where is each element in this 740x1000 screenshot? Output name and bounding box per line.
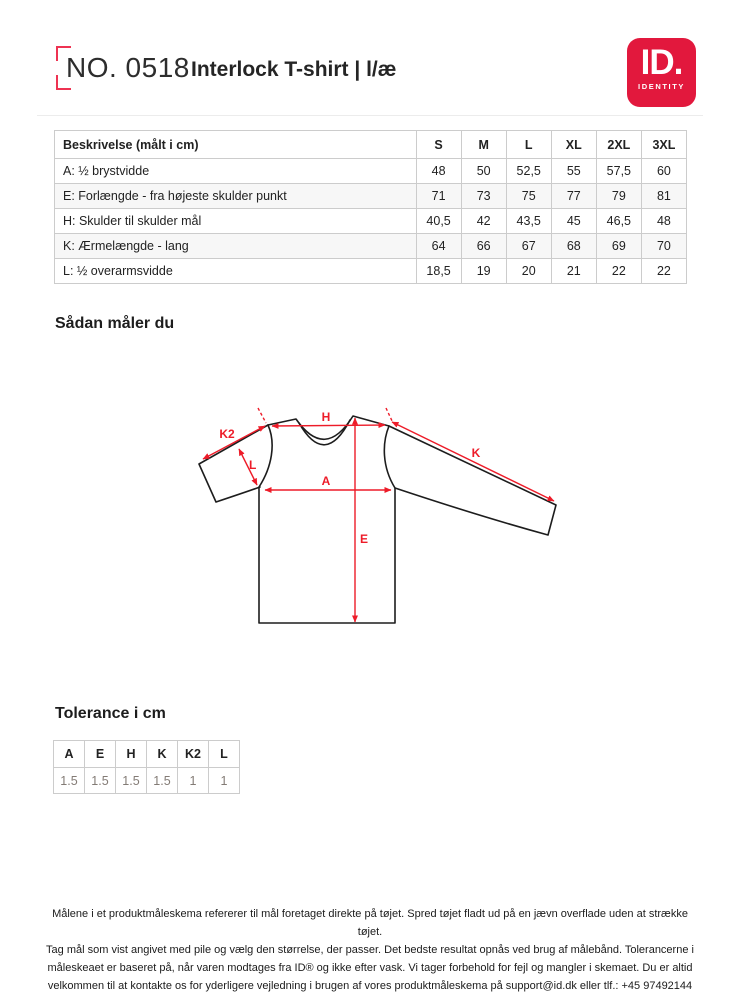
- measure-value: 75: [506, 184, 551, 209]
- size-header-cell: M: [461, 131, 506, 159]
- footer-line: velkommen til at kontakte os for yderligere vejledning i brugen af vores produktmåleskema på support@id.dk eller tlf.: +45 97492144: [47, 980, 693, 992]
- measure-value: 42: [461, 209, 506, 234]
- tolerance-header-row: [54, 741, 240, 768]
- arrow-h: [272, 425, 385, 426]
- size-header-cell: 2XL: [596, 131, 641, 159]
- description-header-cell: Beskrivelse (målt i cm): [55, 131, 417, 159]
- measure-label: E: Forlængde - fra højeste skulder punkt: [55, 184, 417, 209]
- label-e: E: [360, 532, 369, 546]
- tolerance-value-cell: 1: [178, 768, 209, 794]
- measure-value: 21: [551, 259, 596, 284]
- measure-value: 43,5: [506, 209, 551, 234]
- measure-value: 55: [551, 159, 596, 184]
- tolerance-value-cell: 1: [209, 768, 240, 794]
- table-row-l: [55, 259, 687, 284]
- measure-value: 81: [641, 184, 686, 209]
- tolerance-table: [53, 740, 240, 794]
- tshirt-outline: [199, 416, 556, 623]
- measure-value: 71: [416, 184, 461, 209]
- measure-value: 18,5: [416, 259, 461, 284]
- measure-label: K: Ærmelængde - lang: [55, 234, 417, 259]
- table-row-a: [55, 159, 687, 184]
- measure-value: 67: [506, 234, 551, 259]
- measure-value: 45: [551, 209, 596, 234]
- measure-value: 66: [461, 234, 506, 259]
- measure-label: L: ½ overarmsvidde: [55, 259, 417, 284]
- tolerance-value-cell: 1.5: [147, 768, 178, 794]
- label-h: H: [321, 410, 331, 424]
- tolerance-header-cell: A: [54, 741, 85, 768]
- tolerance-header-cell: H: [116, 741, 147, 768]
- tolerance-value-cell: 1.5: [116, 768, 147, 794]
- measure-value: 19: [461, 259, 506, 284]
- tshirt-right-sleeve: [389, 426, 556, 535]
- label-a: A: [321, 474, 331, 488]
- measure-value: 22: [596, 259, 641, 284]
- tolerance-header-cell: L: [209, 741, 240, 768]
- tolerance-value-row: [54, 768, 240, 794]
- measure-value: 73: [461, 184, 506, 209]
- measure-value: 20: [506, 259, 551, 284]
- tshirt-measurement-diagram: [180, 393, 600, 673]
- tolerance-value-cell: 1.5: [85, 768, 116, 794]
- label-k2: K2: [219, 427, 235, 441]
- measure-section-heading: Sådan måler du: [55, 315, 175, 332]
- tolerance-section-heading: Tolerance i cm: [55, 705, 166, 722]
- size-header-cell: L: [506, 131, 551, 159]
- size-measurement-table: [54, 130, 687, 284]
- arrow-k: [392, 422, 554, 501]
- footer-line: Tag mål som vist angivet med pile og vælg den størrelse, der passer. Det bedste resultat opnås ved brug af målebånd. Tolerancerne i: [46, 944, 694, 956]
- measure-value: 64: [416, 234, 461, 259]
- tolerance-header-cell: E: [85, 741, 116, 768]
- footer-line: måleskeaet er baseret på, når varen modtages fra ID® og ikke efter vask. Vi tager forbehold for fejl og mangler i skemaet. Du er altid: [47, 962, 693, 974]
- label-l: L: [249, 458, 257, 472]
- measure-value: 70: [641, 234, 686, 259]
- size-header-cell: XL: [551, 131, 596, 159]
- product-title: Interlock T-shirt | l/æ: [191, 58, 397, 81]
- header-divider: [37, 115, 703, 116]
- measure-label: A: ½ brystvidde: [55, 159, 417, 184]
- measure-value: 79: [596, 184, 641, 209]
- table-row-e: [55, 184, 687, 209]
- measure-value: 52,5: [506, 159, 551, 184]
- tolerance-value-cell: 1.5: [54, 768, 85, 794]
- tolerance-header-cell: K2: [178, 741, 209, 768]
- measure-value: 77: [551, 184, 596, 209]
- measure-value: 22: [641, 259, 686, 284]
- size-header-cell: 3XL: [641, 131, 686, 159]
- measure-label: H: Skulder til skulder mål: [55, 209, 417, 234]
- measure-value: 68: [551, 234, 596, 259]
- table-row-k: [55, 234, 687, 259]
- label-k: K: [471, 446, 481, 460]
- tolerance-header-cell: K: [147, 741, 178, 768]
- measure-value: 69: [596, 234, 641, 259]
- seam-dash-right: [386, 408, 393, 423]
- table-header-row: [55, 131, 687, 159]
- table-row-h: [55, 209, 687, 234]
- footer-line: Målene i et produktmåleskema refererer til mål foretaget direkte på tøjet. Spred tøjet fladt ud på en jævn overflade uden at strække tøjet.: [52, 908, 688, 938]
- id-identity-logo: [627, 38, 696, 107]
- measure-value: 46,5: [596, 209, 641, 234]
- product-number: NO. 0518: [66, 52, 190, 83]
- size-header-cell: S: [416, 131, 461, 159]
- measure-value: 60: [641, 159, 686, 184]
- measure-value: 48: [641, 209, 686, 234]
- measure-value: 57,5: [596, 159, 641, 184]
- measure-value: 48: [416, 159, 461, 184]
- measure-value: 50: [461, 159, 506, 184]
- logo-identity-text: IDENTITY: [638, 82, 685, 91]
- tshirt-body: [259, 416, 395, 623]
- footer-disclaimer: [40, 905, 700, 995]
- measure-value: 40,5: [416, 209, 461, 234]
- seam-dash-left: [258, 408, 266, 423]
- logo-id-text: ID.: [640, 43, 683, 82]
